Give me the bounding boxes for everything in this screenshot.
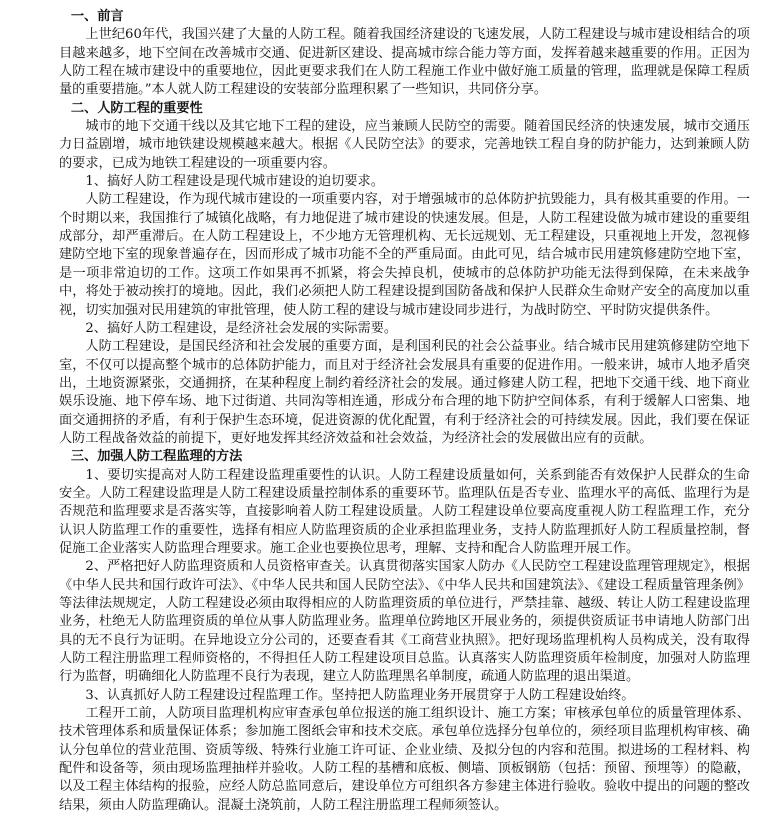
document-page [59,8,750,822]
section-heading-preface: 一、前言 [70,9,124,24]
section-heading-importance: 二、人防工程的重要性 [70,100,203,116]
importance-intro-paragraph: 城市的地下交通干线以及其它地下工程的建设，应当兼顾人民防空的需要。随着国民经济的快速发展，城市交通压力日益剧增，城市地铁建设规模越来越大。根据《人民防空法》的要求，完善地铁工程自身的防护能力，达到兼顾人防的要求，已成为地铁工程建设的一项重要内容。 [59,119,750,171]
section-heading-methods: 三、加强人防工程监理的方法 [70,449,243,465]
importance-subheading-1: 1、搞好人防工程建设是现代城市建设的迫切要求。 [85,174,384,190]
methods-subheading-3: 3、认真抓好人防工程建设过程监理工作。坚持把人防监理业务开展贯穿于人防工程建设始终。 [85,687,635,703]
methods-paragraph-3: 工程开工前，人防项目监理机构应审查承包单位报送的施工组织设计、施工方案；审核承包单位的质量管理体系、技术管理体系和质量保证体系；参加施工图纸会审和技术交底。承包单位选择分包单位的，须经项目监理机构审核、确认分包单位的营业范围、资质等级、特殊行业施工许可证、企业业绩、及拟分包的内容和范围。拟进场的工程材料、构配件和设备等，须由现场监理抽样并验收。人防工程的基槽和底板、侧墙、顶板钢筋（包括：预留、预埋等）的隐蔽，以及工程主体结构的报验，应经人防总监同意后，建设单位方可组织各方参建主体进行验收。验收中提出的问题的整改结果，须由人防监理确认。混凝土浇筑前，人防工程注册监理工程师须签认。 [59,706,750,813]
preface-paragraph: 上世纪60年代，我国兴建了大量的人防工程。随着我国经济建设的飞速发展，人防工程建设与城市建设相结合的项目越来越多，地下空间在改善城市交通、促进新区建设、提高城市综合能力等方面，发挥着越来越重要的作用。正因为人防工程在城市建设中的重要地位，因此更要求我们在人防工程施工作业中做好施工质量的管理，监理就是保障工程质量的重要措施。”本人就人防工程建设的安装部分监理积累了一些知识，共同侪分享。 [59,27,750,98]
importance-paragraph-2: 人防工程建设，是国民经济和社会发展的重要方面，是利国利民的社会公益事业。结合城市民用建筑修建防空地下室，不仅可以提高整个城市的总体防护能力，而且对于经济社会发展具有重要的促进作用。一般来讲，城市人地矛盾突出，土地资源紧张，交通拥挤，在某种程度上制约着经济社会的发展。通过修建人防工程，把地下交通干线、地下商业娱乐设施、地下停车场、地下过街道、共同沟等相连通，形成分布合理的地下防护空间体系，有利于缓解人口密集、地面交通拥挤的矛盾，有利于保护生态环境，促进资源的优化配置，有利于经济社会的可持续发展。因此，我们要在保证人防工程战备效益的前提下，更好地发挥其经济效益和社会效益，为经济社会的发展做出应有的贡献。 [59,339,750,446]
importance-paragraph-1: 人防工程建设，作为现代城市建设的一项重要内容，对于增强城市的总体防护抗毁能力，具有极其重要的作用。一个时期以来，我国推行了城镇化战略，有力地促进了城市建设的快速发展。但是，人防工程建设做为城市建设的重要组成部分，却严重滞后。在人防工程建设上，不少地方无管理机构、无长远规划、无工程建设，只重视地上开发，忽视修建防空地下室的现象普遍存在，因而形成了城市功能不全的严重局面。由此可见，结合城市民用建筑修建防空地下室，是一项非常迫切的工作。这项工作如果再不抓紧，将会失掉良机，使城市的总体防护功能无法得到保障，在未来战争中，将处于被动挨打的境地。因此，我们必须把人防工程建设提到国防备战和保护人民群众生命财产安全的高度加以重视，切实加强对民用建筑的审批管理，使人防工程的建设与城市建设同步进行，为战时防空、平时防灾提供条件。 [59,192,750,318]
importance-subheading-2: 2、搞好人防工程建设，是经济社会发展的实际需要。 [85,320,398,336]
methods-paragraph-2: 2、严格把好人防监理资质和人员资格审查关。认真贯彻落实国家人防办《人民防空工程建设监理管理规定》，根据《中华人民共和国行政许可法》、《中华人民共和国人民防空法》、《中华人民共和国建筑法》、《建设工程质量管理条例》等法律法规规定，人防工程建设必须由取得相应的人防监理资质的单位进行，严禁挂靠、越级、转让人防工程建设监理业务，杜绝无人防监理资质的单位从事人防监理业务。监理单位跨地区开展业务的，须提供资质证书申请地人防部门出具的无不良行为证明。在异地设立分公司的，还要查看其《工商营业执照》。把好现场监理机构人员构成关，没有取得人防工程注册监理工程师资格的，不得担任人防工程建设项目总监。认真落实人防监理资质年检制度，加强对人防监理行为监督，明确细化人防监理不良行为表现，建立人防监理黑名单制度，疏通人防监理的退出渠道。 [59,559,750,685]
methods-paragraph-1: 1、要切实提高对人防工程建设监理重要性的认识。人防工程建设质量如何，关系到能否有效保护人民群众的生命安全。人防工程建设监理是人防工程建设质量控制体系的重要环节。监理队伍是否专业、监理水平的高低、监理行为是否规范和监理要求是否落实等，直接影响着人防工程建设质量。人防工程建设单位要高度重视人防工程监理工作，充分认识人防监理工作的重要性，选择有相应人防监理资质的企业承担监理业务，支持人防监理抓好人防工程质量控制，督促施工企业落实人防监理合理要求。施工企业也要换位思考，理解、支持和配合人防监理开展工作。 [59,467,750,556]
